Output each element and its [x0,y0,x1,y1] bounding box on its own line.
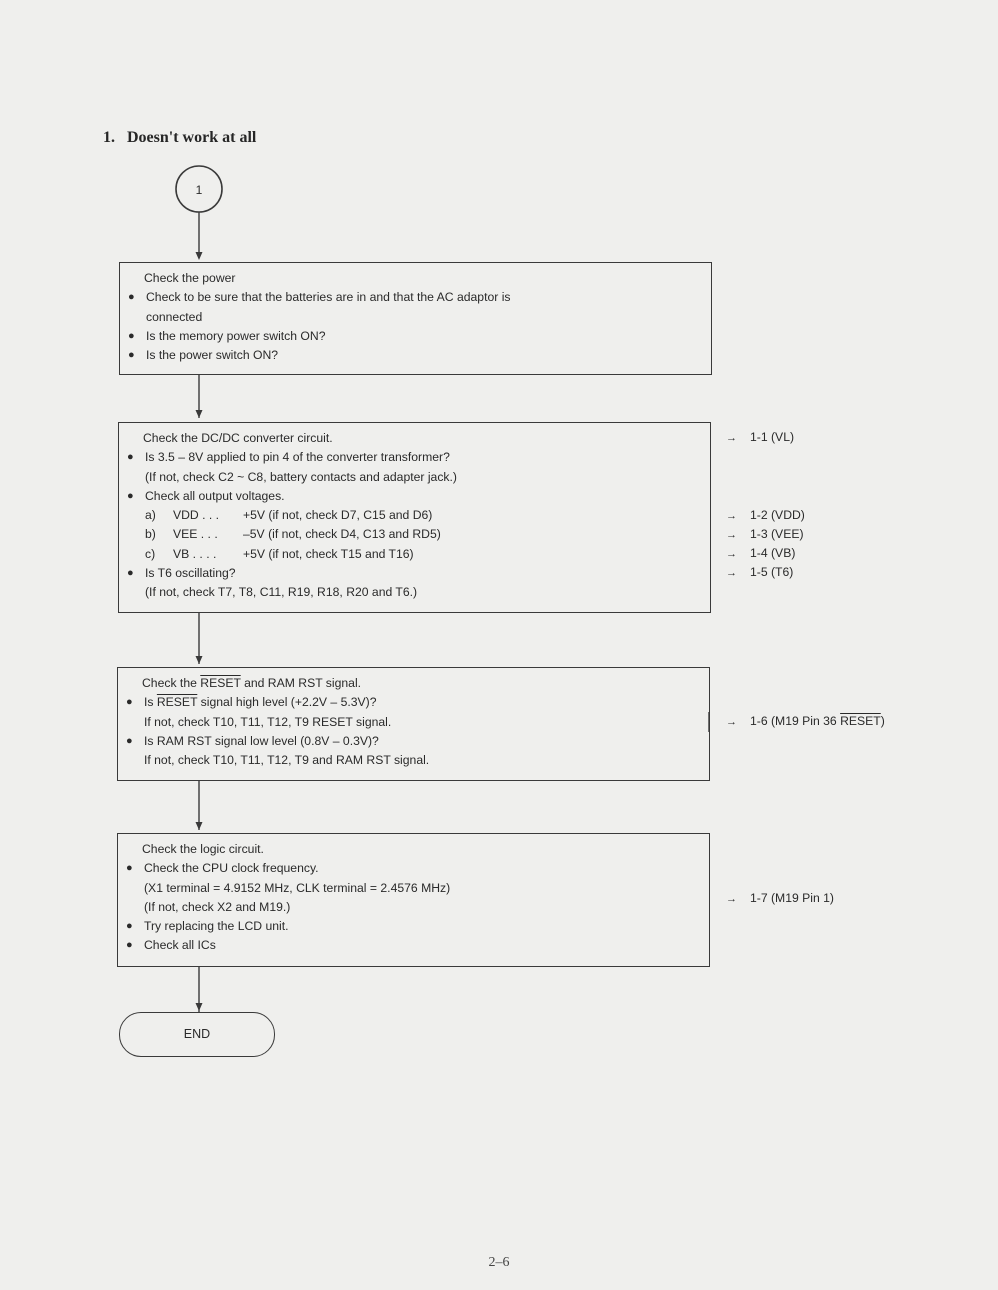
flow-arrowhead-4 [196,822,203,830]
bullet-icon: ● [128,291,135,304]
arrow-right-icon: → [726,432,737,444]
bullet-icon: ● [127,489,134,502]
arrow-right-icon: → [726,893,737,905]
ref-1-3: → 1-3 (VEE) [726,527,804,541]
check-logic-box [117,833,710,967]
check-reset-box [117,667,710,781]
bullet-icon: ● [126,734,133,747]
ref-1-5: → 1-5 (T6) [726,565,794,579]
end-label: END [183,1027,211,1041]
bullet-icon: ● [128,329,135,342]
flow-arrowhead-2 [196,410,203,418]
ref-1-4: → 1-4 (VB) [726,546,796,560]
arrow-right-icon: → [726,529,737,541]
bullet-icon: ● [127,451,134,464]
voltage-row-vee: b) VEE . . . –5V (if not, check D4, C13 and RD5) [145,527,441,542]
box-title: Check the DC/DC converter circuit. [143,431,333,445]
list-item: ● Is RAM RST signal low level (0.8V – 0.3V)? [144,732,699,751]
list-item: ● Is T6 oscillating? [145,564,700,583]
voltage-row-vb: c) VB . . . . +5V (if not, check T15 and T16) [145,546,414,561]
bullet-icon: ● [126,696,133,709]
section-number: 1. [103,129,115,146]
flow-arrowhead-1 [196,252,203,260]
ref-1-6: → 1-6 (M19 Pin 36 RESET) [726,714,885,728]
check-power-box [119,262,712,375]
section-title: Doesn't work at all [127,129,257,146]
bullet-icon: ● [127,567,134,580]
list-item: ● Is the memory power switch ON? [146,327,701,346]
bullet-icon: ● [126,920,133,933]
list-item: ● Try replacing the LCD unit. [144,917,699,936]
bullet-icon: ● [126,862,133,875]
arrow-right-icon: → [726,716,737,728]
ref-1-2: → 1-2 (VDD) [726,508,805,522]
list-item: ● Check to be sure that the batteries are in and that the AC adaptor is [146,288,701,307]
box-title: Check the power [144,271,236,285]
list-item-continuation: (If not, check C2 ~ C8, battery contacts and adapter jack.) [145,469,457,484]
page-number: 2–6 [488,1255,510,1270]
bullet-icon: ● [126,939,133,952]
box-title: Check the RESET and RAM RST signal. [142,676,362,690]
list-item: ● Is RESET signal high level (+2.2V – 5.3V)? [144,693,699,712]
arrow-right-icon: → [726,567,737,579]
box-title: Check the logic circuit. [142,842,264,856]
ref-1-7: → 1-7 (M19 Pin 1) [726,891,834,905]
bullet-icon: ● [128,349,135,362]
end-terminal [119,1012,275,1057]
start-connector-label: 1 [195,183,203,197]
list-item-continuation: connected [146,309,203,324]
list-item: ● Is 3.5 – 8V applied to pin 4 of the converter transformer? [145,448,700,467]
list-item: ● Check the CPU clock frequency. [144,859,699,878]
list-item-continuation: (X1 terminal = 4.9152 MHz, CLK terminal = 2.4576 MHz) [144,880,451,895]
arrow-right-icon: → [726,510,737,522]
list-item-continuation: (If not, check X2 and M19.) [144,899,291,914]
list-item-continuation: (If not, check T7, T8, C11, R19, R18, R20 and T6.) [145,585,418,600]
voltage-row-vdd: a) VDD . . . +5V (if not, check D7, C15 and D6) [145,508,433,523]
list-item: ● Check all output voltages. [145,487,700,506]
flow-arrowhead-3 [196,656,203,664]
list-item-continuation: If not, check T10, T11, T12, T9 RESET signal. [144,714,392,729]
list-item: ● Check all ICs [144,936,699,955]
arrow-right-icon: → [726,548,737,560]
check-dcdc-box [118,422,711,613]
list-item-continuation: If not, check T10, T11, T12, T9 and RAM RST signal. [144,753,430,768]
flow-arrowhead-5 [196,1003,203,1011]
ref-1-1: → 1-1 (VL) [726,430,795,444]
list-item: ● Is the power switch ON? [146,346,701,365]
